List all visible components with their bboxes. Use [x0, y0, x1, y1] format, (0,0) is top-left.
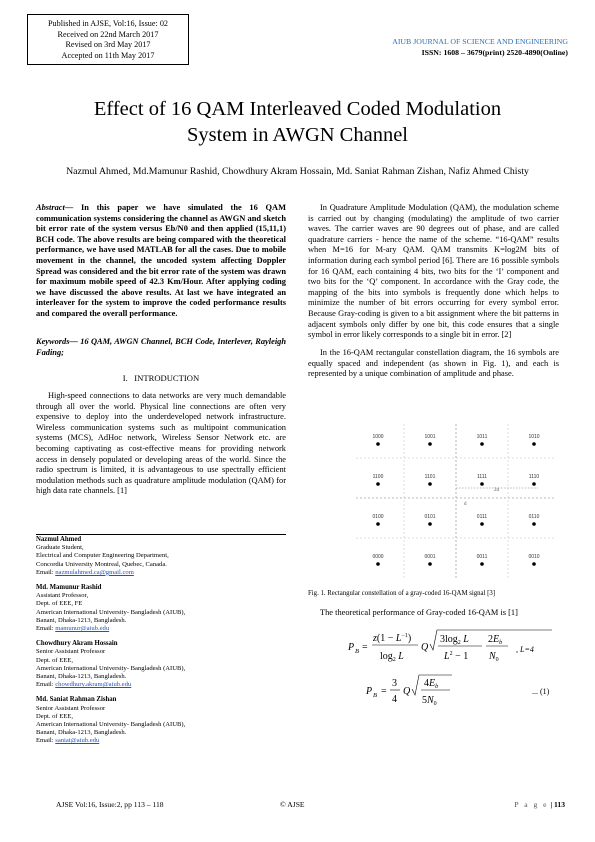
affiliation-line: Dept. of EEE, FE: [36, 600, 83, 608]
keywords-label: Keywords—: [36, 337, 78, 346]
publication-info-box: [27, 14, 189, 65]
constellation-point: [480, 522, 484, 526]
abstract: [36, 203, 286, 320]
affiliation-name: Chowdhury Akram Hossain: [36, 640, 118, 648]
affiliation-4: [36, 696, 286, 745]
constellation-point: [428, 482, 432, 486]
section-number: I.: [122, 373, 128, 383]
constellation-point: [532, 562, 536, 566]
affiliation-1: [36, 536, 286, 577]
author-affiliations: [36, 534, 286, 753]
constellation-point-label: 1001: [424, 434, 436, 440]
svg-text:P: P: [348, 642, 355, 653]
affiliation-name: Nazmul Ahmed: [36, 536, 82, 543]
svg-text:N0: $N_0$: [489, 651, 499, 663]
journal-title: AIUB JOURNAL OF SCIENCE AND ENGINEERING: [392, 37, 568, 46]
constellation-description-paragraph: In the 16-QAM rectangular constellation diagram, the 16 symbols are equally spaced and independent (as shown in Fig. 1), and each is represented by a unique combination of amplitude and phase.: [308, 348, 559, 379]
constellation-diagram: [356, 424, 556, 580]
constellation-point: [376, 442, 380, 446]
distance-label-d: d: [464, 502, 467, 507]
paper-title: [0, 96, 595, 148]
ber-equation-1: [346, 626, 560, 666]
affiliation-line: Assistant Professor,: [36, 592, 89, 600]
svg-text:P: P: [366, 686, 373, 697]
section-title: INTRODUCTION: [134, 373, 200, 383]
constellation-point: [480, 482, 484, 486]
keywords-text: 16 QAM, AWGN Channel, BCH Code, Interlever, Rayleigh Fading;: [36, 337, 286, 357]
journal-issn: ISSN: 1608 – 3679(print) 2520-4890(Online): [421, 48, 568, 57]
footer-citation: AJSE Vol:16, Issue:2, pp 113 – 118: [56, 800, 164, 809]
constellation-point: [428, 522, 432, 526]
constellation-point-label: 0100: [372, 514, 384, 520]
accepted-line: Accepted on 11th May 2017: [61, 50, 155, 60]
abstract-label: Abstract—: [36, 203, 74, 212]
svg-text:4: 4: [392, 694, 397, 705]
equation-note: , L=4: [516, 645, 534, 654]
received-line: Received on 22nd March 2017: [57, 29, 159, 39]
email-link[interactable]: chowdhury.akram@aiub.edu: [55, 681, 132, 689]
affiliation-name: Md. Mamunur Rashid: [36, 584, 102, 592]
constellation-point: [480, 442, 484, 446]
affiliation-line: Dept. of EEE,: [36, 656, 73, 664]
constellation-point-label: 0111: [476, 514, 488, 520]
theory-sentence: The theoretical performance of Gray-coded 16-QAM is [1]: [320, 608, 518, 617]
svg-text:=: =: [381, 686, 387, 697]
email-link[interactable]: nazmulahmed.ca@gmail.com: [55, 568, 134, 576]
constellation-point: [532, 482, 536, 486]
constellation-point: [532, 442, 536, 446]
constellation-point-label: 1101: [424, 474, 436, 480]
svg-text:2Eb: $2E_b$: [488, 634, 503, 646]
footer-page: [514, 800, 565, 809]
distance-label-2d: 2d: [494, 488, 499, 493]
page-number: | 113: [550, 800, 565, 809]
qam-description-paragraph: In Quadrature Amplitude Modulation (QAM), the modulation scheme is carried out by changing (modulating) the amplitude of two carrier waves. The carrier waves are 90 degrees out of phase, and are called quadrature carriers - hence the name of the scheme. “16-QAM” results when M=16 for M-ary QAM. QAM transmits K=log2M bits of information during each symbol period [6]. There are 16 possible symbols for 16 QAM, each containing 4 bits, two bits for the ‘I’ component and two bits for the ‘Q’ component. In accordance with the Gray code, the mapping of the bits into symbols is frequently done which helps to minimize the number of bit errors occurring for every symbol error. Because Gray-coding is given to a bit assignment where the bit patterns in adjacent symbols only differ by one bit, this code ensures that a single symbol in error likely corresponds to a single bit in error. [2]: [308, 203, 559, 340]
svg-text:L2 − 1: $L^2 - 1$: [444, 651, 469, 662]
paper-title-line-2: System in AWGN Channel: [187, 124, 408, 146]
affiliation-line: American International University- Bangladesh (AIUB),: [36, 721, 186, 729]
affiliation-line: Electrical and Computer Engineering Department,: [36, 552, 169, 560]
constellation-point-label: 1011: [476, 434, 488, 440]
constellation-point: [428, 562, 432, 566]
svg-text:3: 3: [392, 678, 397, 689]
email-label: Email:: [36, 737, 54, 745]
constellation-point-label: 1100: [372, 474, 384, 480]
affiliation-line: Senior Assistant Professor: [36, 648, 106, 656]
svg-text:log2 L: $\log_2 L$: [380, 651, 404, 663]
svg-text:5N0: $5N_0$: [422, 695, 437, 707]
svg-text:z(1 − L−1): $z(1 - L^{-1})$: [373, 633, 412, 644]
svg-text:=: =: [362, 642, 368, 653]
affiliation-2: [36, 584, 286, 633]
constellation-point-label: 0110: [528, 514, 540, 520]
author-list: Nazmul Ahmed, Md.Mamunur Rashid, Chowdhury Akram Hossain, Md. Saniat Rahman Zishan, Nafiz Ahmed Chisty: [66, 166, 529, 177]
affiliation-line: Senior Assistant Professor: [36, 704, 106, 712]
abstract-text: In this paper we have simulated the 16 QAM communication systems considering the channel as AWGN and sketch bit error rate of the system versus Eb/N0 and then applied (15,11,1) BCH code. The above results are being compared with the theoretical performance, we have used MATLAB for all the cases. Due to mobile movement in the channel, the uncoded system affecting Doppler Spread was considered and the bit error rate of the system was drawn for maximum mobile speed of 42.3 Km/Hour. After applying coding we have discussed the above results. At last we have integrated an interleaver for the system to improve the coded performance results and compared the overall performance.: [36, 203, 286, 318]
svg-text:4Eb: $4E_b$: [424, 678, 439, 690]
footer-copyright: © AJSE: [280, 800, 305, 809]
equation-tag: ... (1): [532, 687, 550, 696]
email-link[interactable]: saniat@aiub.edu: [55, 737, 100, 745]
email-label: Email:: [36, 681, 54, 689]
page-label: P a g e: [514, 800, 549, 809]
constellation-point-label: 1110: [528, 474, 540, 480]
figure-caption: Fig. 1. Rectangular constellation of a gray-coded 16-QAM signal [3]: [308, 590, 496, 597]
email-link[interactable]: mamunur@aiub.edu: [55, 625, 110, 633]
journal-header: [392, 36, 568, 58]
revised-line: Revised on 3rd May 2017: [65, 40, 151, 50]
affiliation-line: Concordia University Montreal, Quebec, Canada.: [36, 560, 167, 568]
svg-text:B: B: [373, 692, 377, 699]
ber-equation-2: [346, 672, 560, 710]
email-label: Email:: [36, 568, 54, 576]
constellation-point-label: 0010: [528, 554, 540, 560]
affiliation-line: Dept. of EEE,: [36, 712, 73, 720]
constellation-point: [376, 522, 380, 526]
email-label: Email:: [36, 625, 54, 633]
constellation-point-label: 0001: [424, 554, 436, 560]
constellation-point: [532, 522, 536, 526]
affiliation-line: American International University- Bangladesh (AIUB),: [36, 664, 186, 672]
section-heading-introduction: [36, 373, 286, 383]
constellation-point-label: 1010: [528, 434, 540, 440]
affiliation-line: Graduate Student,: [36, 544, 84, 552]
svg-text:3log2 L: $3\log_2$ L: [440, 634, 469, 646]
constellation-point: [480, 562, 484, 566]
published-line: Published in AJSE, Vol:16, Issue: 02: [47, 19, 169, 28]
affiliation-line: Banani, Dhaka-1213, Bangladesh.: [36, 729, 127, 737]
constellation-point-label: 0000: [372, 554, 384, 560]
paper-title-line-1: Effect of 16 QAM Interleaved Coded Modulation: [93, 98, 502, 120]
affiliation-line: Banani, Dhaka-1213, Bangladesh.: [36, 673, 127, 681]
introduction-paragraph: High-speed connections to data networks are very much demandable through all over the world. Physical line connections are often very expensive to deploy into the underdeveloped network infrastructure. Wireless communication systems such as multipoint communication systems (MCS), AdHoc network, Wireless Sensor Network etc. are becoming captivating as cost-effective means for providing network access in densely populated or developing areas of the world. Since the radio spectrum is limited, it is advantageous to use spectrally efficient modulation methods such as quadrature amplitude modulation (QAM) for high data rate channels. [1]: [36, 391, 286, 496]
svg-text:B: B: [355, 648, 359, 655]
svg-text:Q: Q: [403, 686, 411, 697]
constellation-point-label: 0101: [424, 514, 436, 520]
constellation-point-label: 0011: [476, 554, 488, 560]
constellation-point: [376, 482, 380, 486]
affiliation-line: American International University- Bangladesh (AIUB),: [36, 608, 186, 616]
constellation-point: [376, 562, 380, 566]
affiliation-name: Md. Saniat Rahman Zishan: [36, 696, 117, 704]
affiliation-3: [36, 640, 286, 689]
constellation-point-label: 1000: [372, 434, 384, 440]
affiliation-line: Banani, Dhaka-1213, Bangladesh.: [36, 616, 127, 624]
constellation-point: [428, 442, 432, 446]
svg-text:Q: Q: [421, 642, 429, 653]
constellation-point-label: 1111: [476, 474, 488, 480]
keywords: [36, 337, 286, 358]
